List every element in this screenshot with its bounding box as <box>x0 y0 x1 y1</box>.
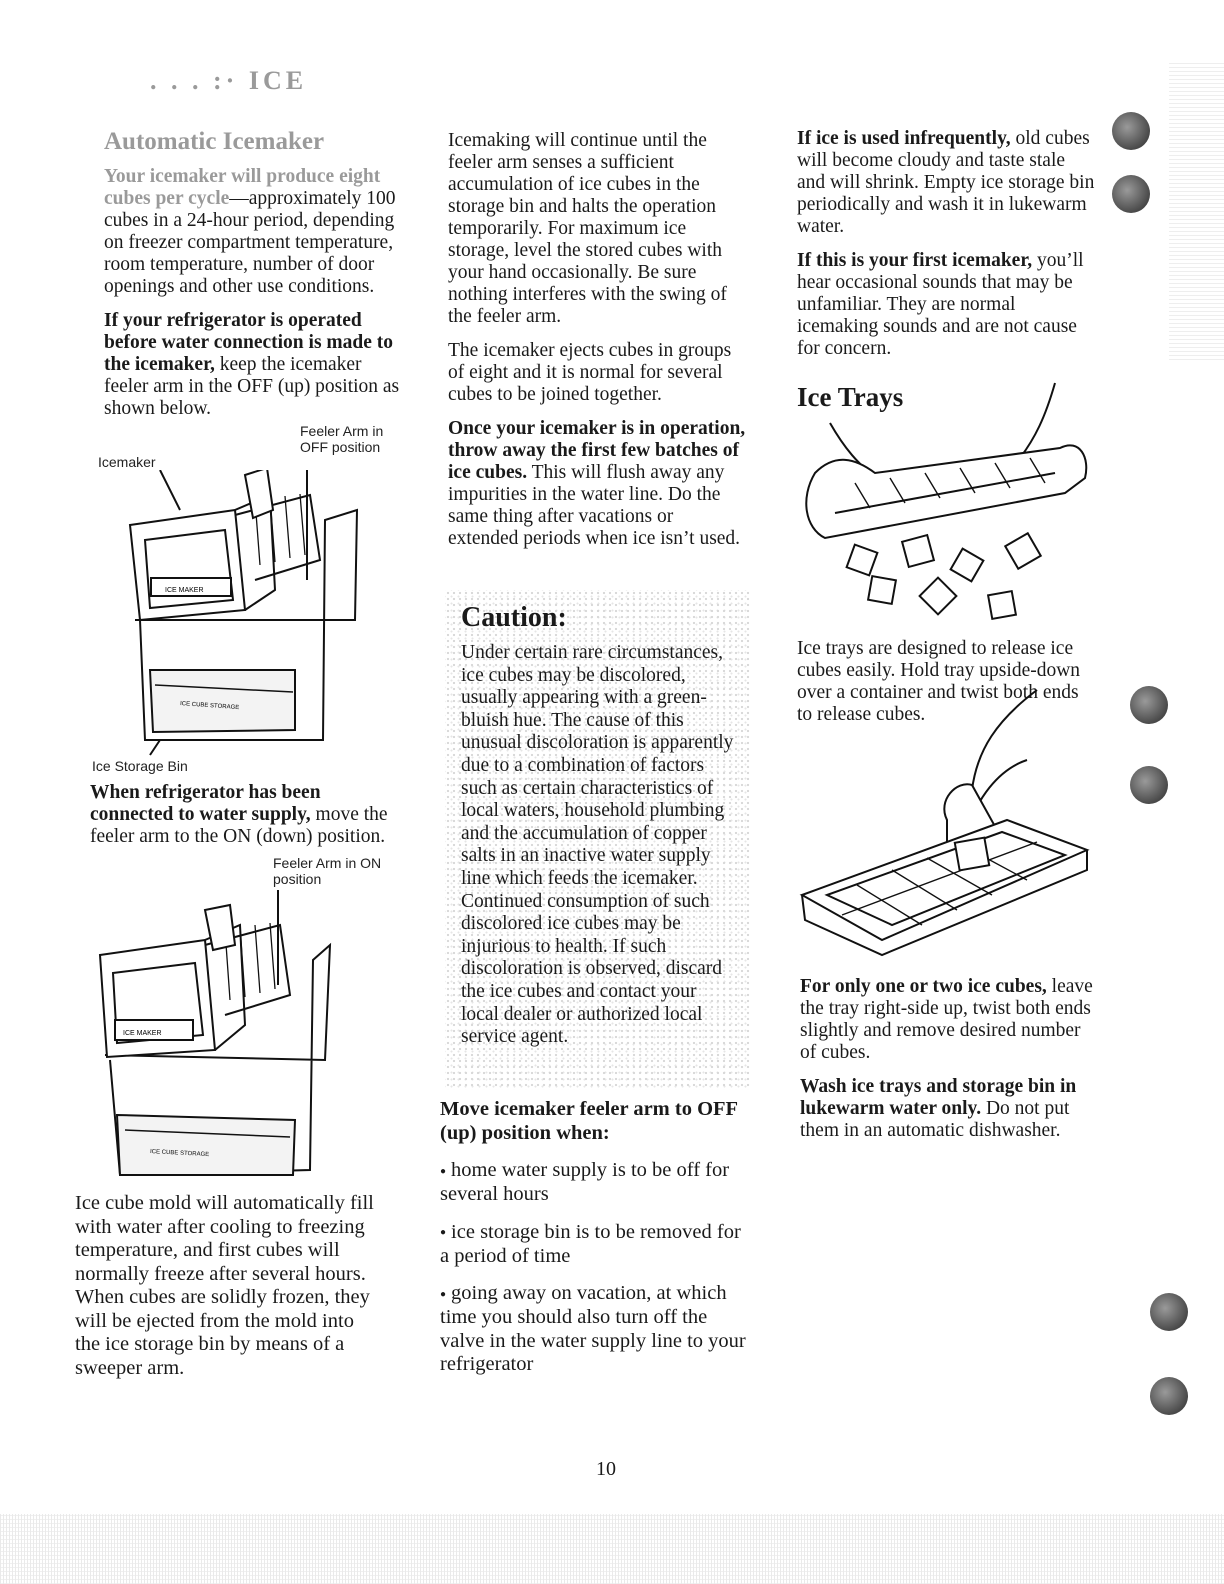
intro-rest: —approximately 100 cubes in a 24-hour period, depending on freezer compartment temperature, room temperature, number of door openings and other use conditions. <box>104 188 396 297</box>
on-position-bold: When refrigerator has been connected to water supply, <box>90 782 321 825</box>
tray-upside-down-illustration <box>795 378 1095 628</box>
caution-title: Caution: <box>461 602 567 633</box>
mold-fill-paragraph: Ice cube mold will automatically fill with water after cooling to freezing temperature, and first cubes will normally freeze after several hours. When cubes are solidly frozen, they will be ejected from the mold into the ice storage bin by means of a sweeper arm. <box>75 1192 374 1379</box>
intro-paragraph <box>104 166 404 298</box>
wash-trays-bold: Wash ice trays and storage bin in lukewarm water only. <box>800 1076 1077 1119</box>
column-2 <box>448 130 748 562</box>
fig1-label-icemaker: Icemaker <box>98 454 156 470</box>
ejects-cubes-paragraph: The icemaker ejects cubes in groups of eight and it is normal for several cubes to be joined together. <box>448 340 732 405</box>
fig2-bin-text: ICE CUBE STORAGE <box>149 1149 210 1159</box>
column-1 <box>104 128 404 432</box>
column-3-bottom <box>800 976 1100 1154</box>
binder-hole <box>1112 175 1150 213</box>
infrequent-use-bold: If ice is used infrequently, <box>797 128 1011 149</box>
fig1-bin-text: ICE CUBE STORAGE <box>179 701 240 712</box>
binder-hole <box>1150 1377 1188 1415</box>
icemaker-off-illustration <box>95 470 385 770</box>
wash-trays-paragraph <box>800 1076 1100 1142</box>
header-fragment: . . . :· ICE <box>150 66 308 95</box>
column-3 <box>797 128 1097 372</box>
column-1-continued <box>90 782 390 860</box>
off-position-rest: keep the icemaker feeler arm in the OFF (up) position as shown below. <box>104 354 400 419</box>
off-position-paragraph <box>104 310 404 420</box>
first-batches-paragraph <box>448 418 748 550</box>
scan-bottom-noise <box>0 1514 1224 1584</box>
bullet-item: ● ice storage bin is to be removed for a period of time <box>440 1221 750 1269</box>
infrequent-use-paragraph <box>797 128 1097 238</box>
binder-hole <box>1150 1293 1188 1331</box>
column-2-bottom <box>440 1098 750 1391</box>
move-arm-heading: Move icemaker feeler arm to OFF (up) position when: <box>440 1098 738 1144</box>
on-position-rest: move the feeler arm to the ON (down) position. <box>90 804 388 847</box>
fig1-label-bin: Ice Storage Bin <box>92 758 188 774</box>
one-two-cubes-paragraph <box>800 976 1100 1064</box>
fig2-label-feeler: Feeler Arm in ON position <box>273 855 382 887</box>
binder-hole <box>1130 766 1168 804</box>
column-1-bottom <box>75 1192 375 1392</box>
first-icemaker-bold: If this is your first icemaker, <box>797 250 1033 271</box>
bullet-item: ● home water supply is to be off for several hours <box>440 1159 750 1207</box>
fig1-panel-text: ICE MAKER <box>165 587 204 594</box>
first-icemaker-rest: you’ll hear occasional sounds that may be unfamiliar. They are normal icemaking sounds and are not cause for concern. <box>797 250 1084 359</box>
binder-hole <box>1112 112 1150 150</box>
release-cubes-paragraph: Ice trays are designed to release ice cubes easily. Hold tray upside-down over a container and twist both ends to release cubes. <box>797 638 1081 725</box>
section-heading: Automatic Icemaker <box>104 128 325 155</box>
fig1-label-feeler: Feeler Arm in OFF position <box>300 423 384 455</box>
wash-trays-rest: Do not put them in an automatic dishwasher. <box>800 1098 1070 1141</box>
scan-edge-noise <box>1169 60 1224 360</box>
bullet-item: ● going away on vacation, at which time you should also turn off the valve in the water supply line to your refrigerator <box>440 1282 750 1377</box>
one-two-cubes-rest: leave the tray right-side up, twist both ends slightly and remove desired number of cubes. <box>800 976 1093 1063</box>
on-position-paragraph <box>90 782 390 848</box>
first-batches-bold: Once your icemaker is in operation, throw away the first few batches of ice cubes. <box>448 418 746 483</box>
icemaker-on-illustration <box>95 885 345 1190</box>
page-number: 10 <box>596 1458 616 1480</box>
first-batches-rest: This will flush away any impurities in the water line. Do the same thing after vacations or extended periods when ice isn’t used. <box>448 462 741 549</box>
caution-box <box>445 590 750 1090</box>
binder-hole <box>1130 686 1168 724</box>
caution-text: Under certain rare circumstances, ice cubes may be discolored, usually appearing with a green-bluish hue. The cause of this unusual discoloration is apparently due to a combination of factors such as certain characteristics of local waters, household plumbing and the accumulation of copper salts in an inactive water supply line which feeds the icemaker. Continued consumption of such discolored ice cubes may be injurious to health. If such discoloration is observed, discard the ice cubes and contact your local dealer or authorized local service agent. <box>461 642 734 1048</box>
first-icemaker-paragraph <box>797 250 1097 360</box>
infrequent-use-rest: old cubes will become cloudy and taste stale and will shrink. Empty ice storage bin periodically and wash it in lukewarm water. <box>797 128 1095 237</box>
one-two-cubes-bold: For only one or two ice cubes, <box>800 976 1047 997</box>
fig2-panel-text: ICE MAKER <box>123 1030 162 1037</box>
off-position-bold: If your refrigerator is operated before water connection is made to the icemaker, <box>104 310 394 375</box>
icemaking-continues-paragraph: Icemaking will continue until the feeler arm senses a sufficient accumulation of ice cubes in the storage bin and halts the operation temporarily. For maximum ice storage, level the stored cubes with your hand occasionally. Be sure nothing interferes with the swing of the feeler arm. <box>448 130 727 327</box>
intro-lead: Your icemaker will produce eight cubes per cycle <box>104 166 381 209</box>
ice-trays-heading: Ice Trays <box>797 382 904 412</box>
tray-right-side-up-illustration <box>797 680 1097 970</box>
